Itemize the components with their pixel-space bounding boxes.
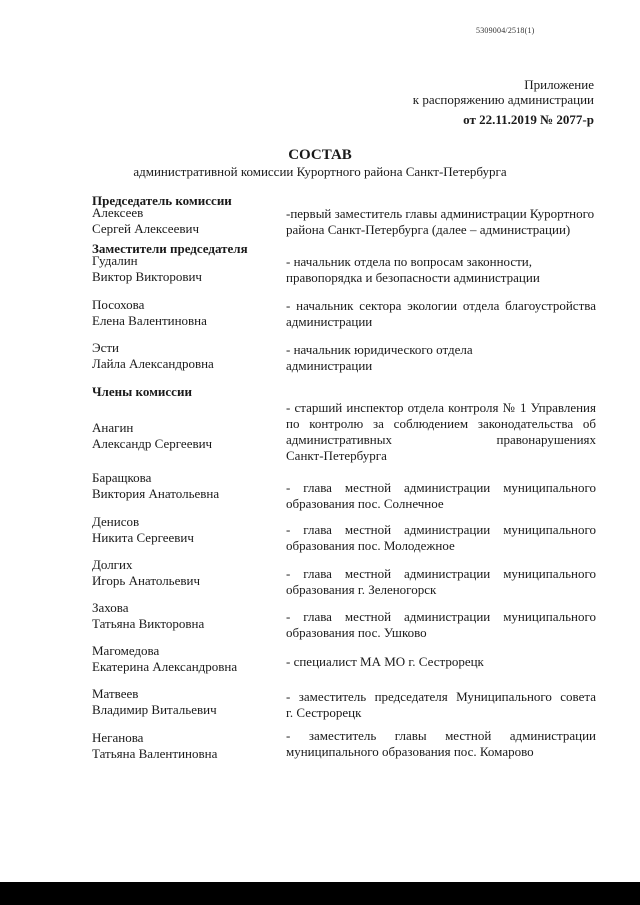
role-line: - начальник юридического отдела <box>286 342 473 357</box>
role-line: администрации <box>286 358 373 373</box>
attachment-date-number: от 22.11.2019 № 2077-р <box>463 112 594 127</box>
role-line: муниципального образования пос. Комарово <box>286 744 534 759</box>
member-role <box>286 566 596 598</box>
member-role <box>286 689 596 721</box>
member-role <box>286 254 596 286</box>
member-name <box>92 686 217 718</box>
member-given-name: Никита Сергеевич <box>92 530 194 545</box>
member-name <box>92 340 214 372</box>
member-name <box>92 205 199 237</box>
member-role <box>286 654 596 670</box>
member-role <box>286 342 596 374</box>
member-surname: Анагин <box>92 420 134 435</box>
member-role <box>286 400 596 464</box>
member-surname: Денисов <box>92 514 140 529</box>
scan-bottom-edge <box>0 882 640 905</box>
member-given-name: Лайла Александровна <box>92 356 214 371</box>
member-surname: Долгих <box>92 557 133 572</box>
role-line: образования пос. Солнечное <box>286 496 444 511</box>
member-role <box>286 522 596 554</box>
member-given-name: Виктория Анатольевна <box>92 486 220 501</box>
member-name <box>92 557 200 589</box>
section-deputies: Заместители председателя <box>92 241 248 256</box>
member-name <box>92 730 217 762</box>
member-given-name: Татьяна Викторовна <box>92 616 205 631</box>
member-role <box>286 298 596 330</box>
member-given-name: Виктор Викторович <box>92 269 202 284</box>
role-line: администрации <box>286 314 373 329</box>
member-name <box>92 643 237 675</box>
role-line: по контролю за соблюдением законодательства об <box>286 416 596 431</box>
role-line: г. Сестрорецк <box>286 705 362 720</box>
member-name <box>92 253 202 285</box>
member-name <box>92 514 194 546</box>
member-surname: Неганова <box>92 730 144 745</box>
member-surname: Посохова <box>92 297 145 312</box>
role-line: - специалист МА МО г. Сестрорецк <box>286 654 484 669</box>
member-role <box>286 728 596 760</box>
role-line: образования г. Зеленогорск <box>286 582 437 597</box>
member-given-name: Татьяна Валентиновна <box>92 746 218 761</box>
member-given-name: Владимир Витальевич <box>92 702 217 717</box>
member-given-name: Елена Валентиновна <box>92 313 207 328</box>
member-name <box>92 470 219 502</box>
member-name <box>92 600 204 632</box>
attachment-label: Приложение <box>524 77 594 92</box>
role-line: правопорядка и безопасности администрации <box>286 270 540 285</box>
member-name <box>92 297 207 329</box>
member-surname: Магомедова <box>92 643 160 658</box>
page-subtitle: административной комиссии Курортного района Санкт-Петербурга <box>133 164 507 179</box>
role-line: образования пос. Молодежное <box>286 538 455 553</box>
section-members: Члены комиссии <box>92 384 192 399</box>
member-surname: Захова <box>92 600 129 615</box>
member-surname: Алексеев <box>92 205 144 220</box>
role-line: - глава местной администрации муниципального <box>286 522 596 537</box>
member-surname: Эсти <box>92 340 119 355</box>
role-line: - начальник сектора экологии отдела благоустройства <box>286 298 596 313</box>
role-line: - глава местной администрации муниципального <box>286 480 596 495</box>
role-line: - заместитель председателя Муниципального совета <box>286 689 596 704</box>
attachment-reference: к распоряжению администрации <box>412 92 594 107</box>
section-chairman: Председатель комиссии <box>92 193 232 208</box>
role-line: - глава местной администрации муниципального <box>286 609 596 624</box>
role-line: - глава местной администрации муниципального <box>286 566 596 581</box>
member-role <box>286 609 596 641</box>
member-given-name: Сергей Алексеевич <box>92 221 199 236</box>
member-surname: Баращкова <box>92 470 152 485</box>
member-given-name: Александр Сергеевич <box>92 436 213 451</box>
page-title: СОСТАВ <box>288 147 352 163</box>
role-line: - заместитель главы местной администрации <box>286 728 596 743</box>
role-line: -первый заместитель главы администрации Курортного <box>286 206 595 221</box>
member-role <box>286 206 596 238</box>
member-surname: Гудалин <box>92 253 138 268</box>
role-line: - начальник отдела по вопросам законности, <box>286 254 533 269</box>
member-given-name: Игорь Анатольевич <box>92 573 201 588</box>
member-given-name: Екатерина Александровна <box>92 659 238 674</box>
role-line: района Санкт-Петербурга (далее – администрации) <box>286 222 571 237</box>
member-name <box>92 420 212 452</box>
role-line: Санкт-Петербурга <box>286 448 387 463</box>
member-surname: Матвеев <box>92 686 139 701</box>
role-line: административных правонарушениях <box>286 432 596 447</box>
document-code: 5309004/2518(1) <box>476 26 535 35</box>
role-line: - старший инспектор отдела контроля № 1 Управления <box>286 400 596 415</box>
role-line: образования пос. Ушково <box>286 625 427 640</box>
member-role <box>286 480 596 512</box>
